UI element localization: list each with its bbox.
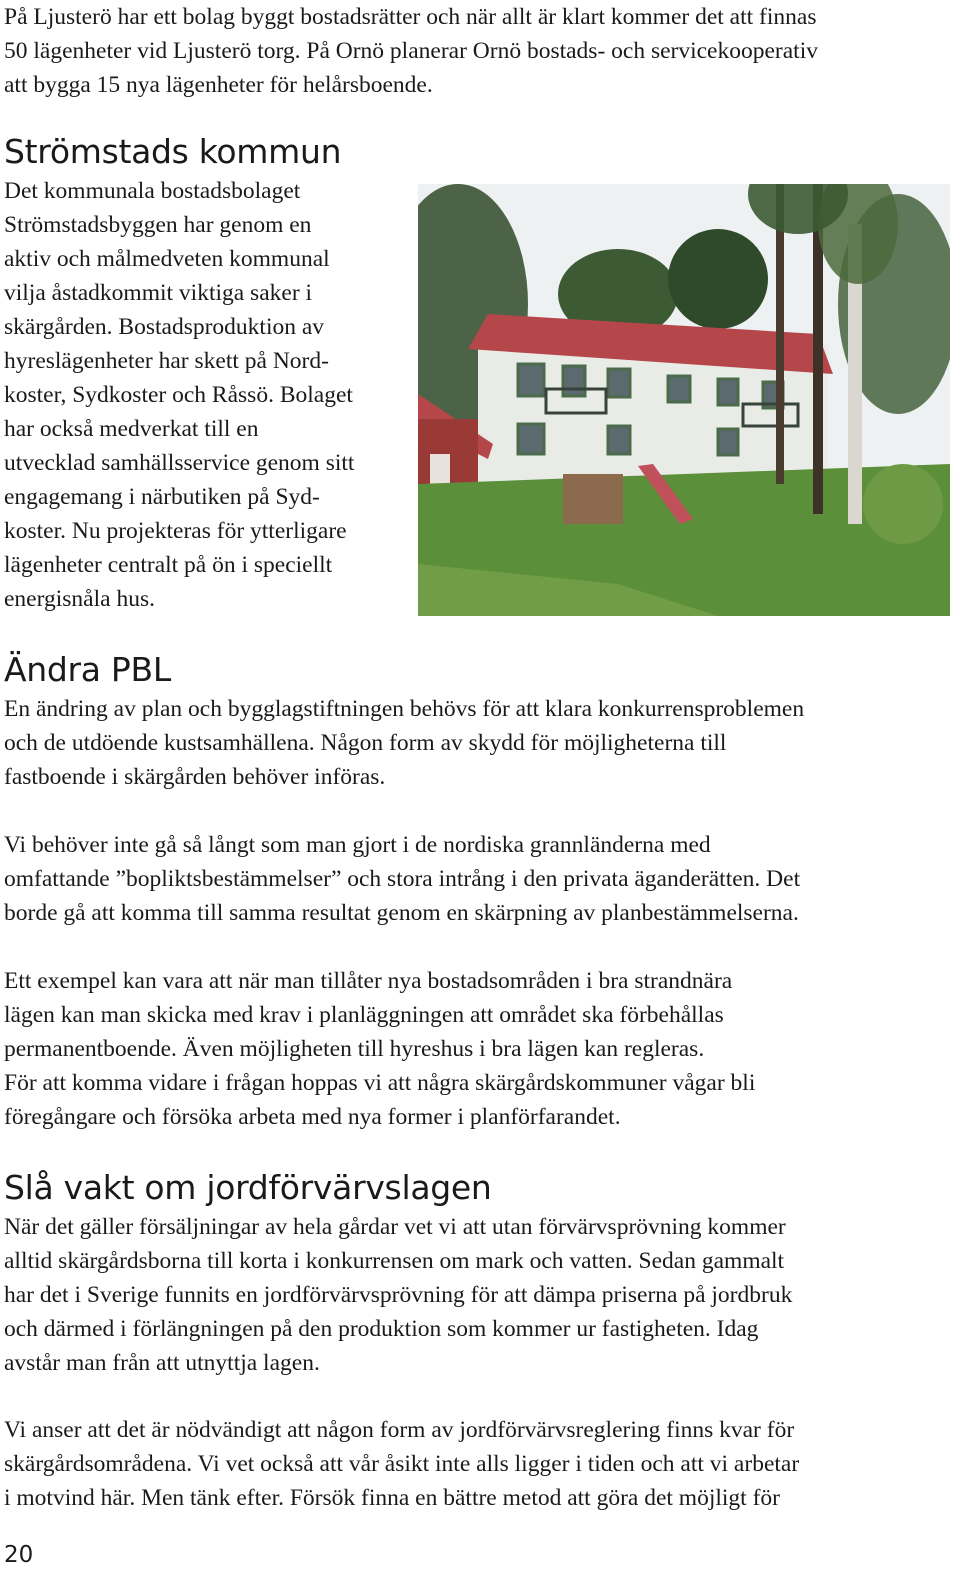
pbl-paragraph-3 (4, 964, 944, 1134)
text-line: Vi anser att det är nödvändigt att någon form av jordförvärvsreglering finns kvar för (4, 1417, 795, 1443)
text-line: På Ljusterö har ett bolag byggt bostadsrätter och när allt är klart kommer det att finnas (4, 4, 817, 30)
jord-paragraph-2 (4, 1413, 944, 1515)
house-photo (418, 184, 950, 616)
text-line: omfattande ”bopliktsbestämmelser” och stora intrång i den privata äganderätten. Det (4, 866, 801, 892)
text-line: har också medverkat till en (4, 416, 259, 442)
text-line: För att komma vidare i frågan hoppas vi att några skärgårdskommuner vågar bli (4, 1070, 756, 1096)
house-photo-illustration (418, 184, 950, 616)
text-line: En ändring av plan och bygglagstiftningen behövs för att klara konkurrensproblemen (4, 696, 805, 722)
section-heading-jordforvarv: Slå vakt om jordförvärvslagen (4, 1168, 492, 1207)
text-line: vilja åstadkommit viktiga saker i (4, 280, 313, 306)
text-line: lägenheter centralt på ön i speciellt (4, 552, 333, 578)
text-line: skärgården. Bostadsproduktion av (4, 314, 325, 340)
jord-paragraph-1 (4, 1210, 944, 1380)
text-line: alltid skärgårdsborna till korta i konkurrensen om mark och vatten. Sedan gammalt (4, 1248, 785, 1274)
text-line: föregångare och försöka arbeta med nya former i planförfarandet. (4, 1104, 621, 1130)
text-line: När det gäller försäljningar av hela gårdar vet vi att utan förvärvsprövning kommer (4, 1214, 786, 1240)
text-line: Ett exempel kan vara att när man tillåter nya bostadsområden i bra strandnära (4, 968, 733, 994)
text-line: i motvind här. Men tänk efter. Försök finna en bättre metod att göra det möjligt för (4, 1485, 780, 1511)
pbl-paragraph-2 (4, 828, 944, 930)
text-line: engagemang i närbutiken på Syd- (4, 484, 320, 510)
text-line: utvecklad samhällsservice genom sitt (4, 450, 355, 476)
stromstad-paragraph (4, 174, 414, 616)
text-line: skärgårdsområdena. Vi vet också att vår åsikt inte alls ligger i tiden och att vi arbetar (4, 1451, 800, 1477)
text-line: energisnåla hus. (4, 586, 155, 612)
text-line: koster. Nu projekteras för ytterligare (4, 518, 347, 544)
page-number: 20 (4, 1542, 34, 1568)
text-line: permanentboende. Även möjligheten till hyreshus i bra lägen kan regleras. (4, 1036, 705, 1062)
text-line: avstår man från att utnyttja lagen. (4, 1350, 320, 1376)
text-line: att bygga 15 nya lägenheter för helårsboende. (4, 72, 433, 98)
text-line: hyreslägenheter har skett på Nord- (4, 348, 329, 374)
text-line: Strömstadsbyggen har genom en (4, 212, 312, 238)
text-line: borde gå att komma till samma resultat genom en skärpning av planbestämmelserna. (4, 900, 799, 926)
text-line: Vi behöver inte gå så långt som man gjort i de nordiska grannländerna med (4, 832, 711, 858)
text-line: lägen kan man skicka med krav i planläggningen att området ska förbehållas (4, 1002, 724, 1028)
text-line: och därmed i förlängningen på den produktion som kommer ur fastigheten. Idag (4, 1316, 759, 1342)
text-line: har det i Sverige funnits en jordförvärvsprövning för att dämpa priserna på jordbruk (4, 1282, 793, 1308)
text-line: Det kommunala bostadsbolaget (4, 178, 301, 204)
text-line: koster, Sydkoster och Råssö. Bolaget (4, 382, 353, 408)
text-line: aktiv och målmedveten kommunal (4, 246, 330, 272)
intro-paragraph (4, 0, 944, 102)
text-line: fastboende i skärgården behöver införas. (4, 764, 386, 790)
section-heading-stromstad: Strömstads kommun (4, 132, 342, 171)
text-line: 50 lägenheter vid Ljusterö torg. På Ornö planerar Ornö bostads- och servicekooperativ (4, 38, 818, 64)
section-heading-pbl: Ändra PBL (4, 650, 171, 689)
pbl-paragraph-1 (4, 692, 944, 794)
text-line: och de utdöende kustsamhällena. Någon form av skydd för möjligheterna till (4, 730, 727, 756)
